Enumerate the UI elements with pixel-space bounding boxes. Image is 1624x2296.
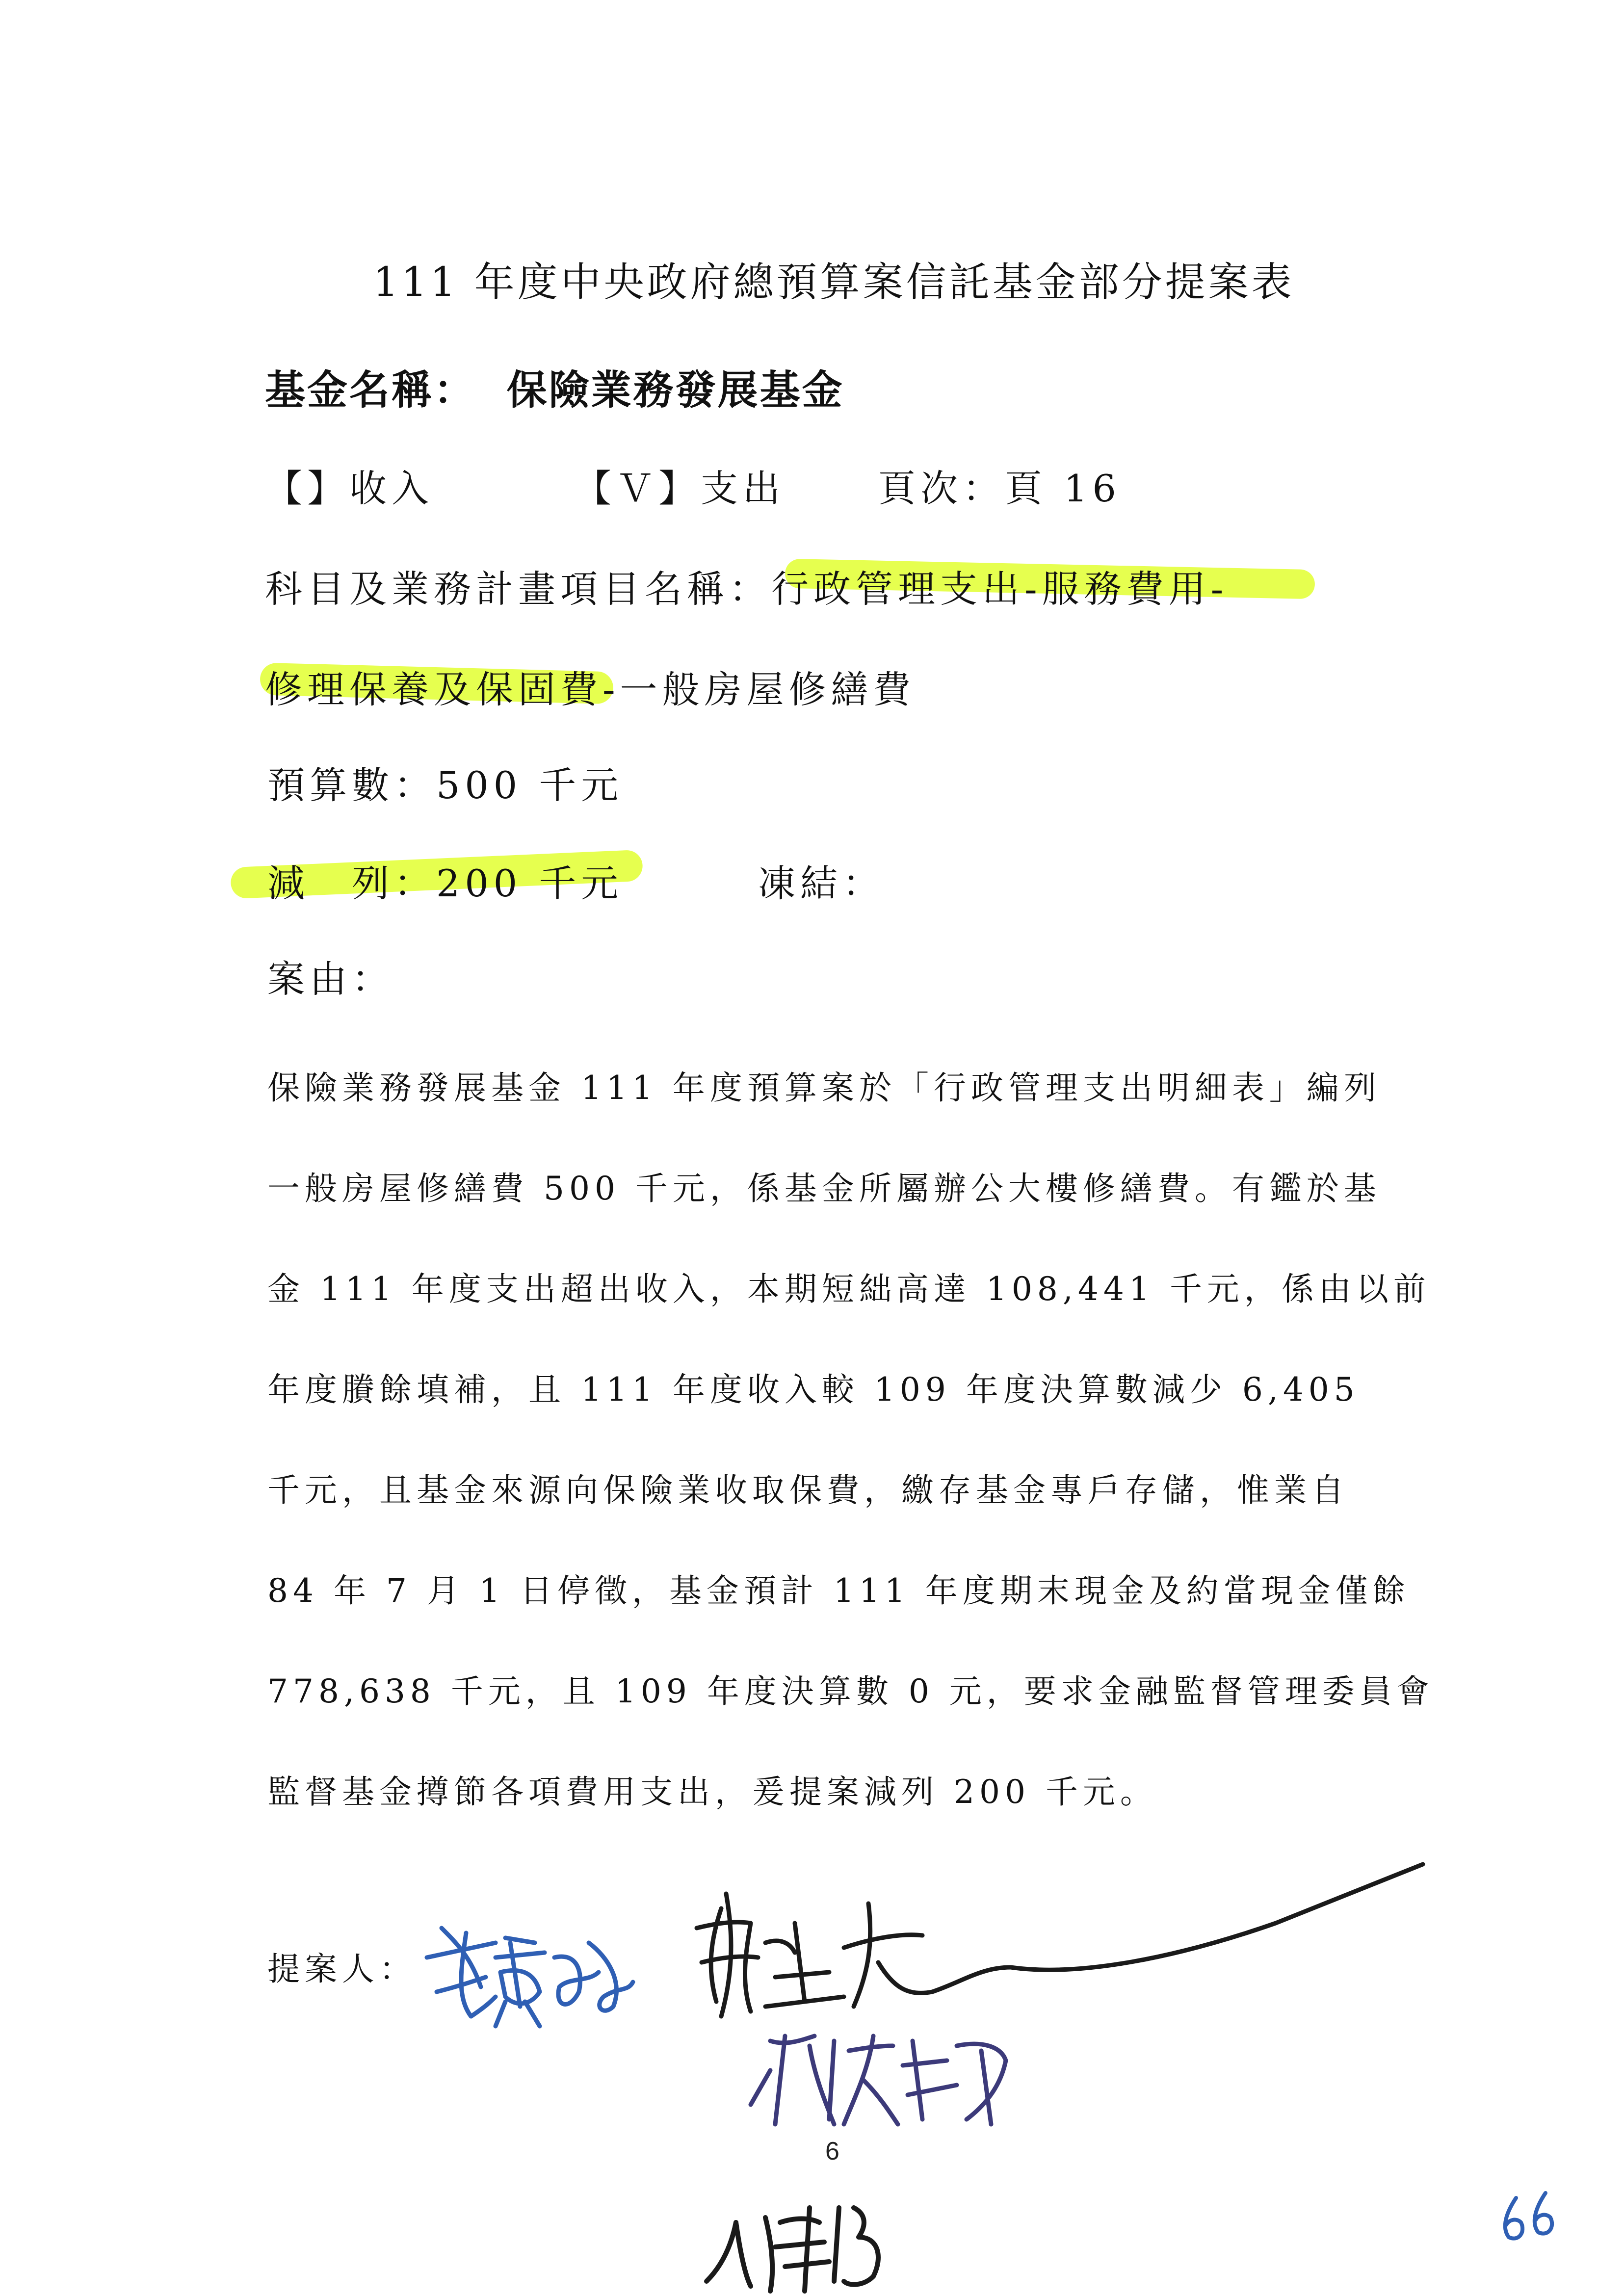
document-title: 111 年度中央政府總預算案信託基金部分提案表 <box>373 259 1295 306</box>
expense-option: 【Ｖ】支出 <box>574 467 785 510</box>
reason-line: 84 年 7 月 1 日停徵，基金預計 111 年度期末現金及約當現金僅餘 <box>267 1572 1410 1610</box>
signature-black <box>697 1864 1423 2016</box>
reason-line: 保險業務發展基金 111 年度預算案於「行政管理支出明細表」編列 <box>267 1069 1381 1107</box>
item-name-value-part1: 行政管理支出-服務費用- <box>771 567 1229 611</box>
reason-line: 金 111 年度支出超出收入，本期短絀高達 108,441 千元，係由以前 <box>267 1270 1431 1308</box>
reason-line: 監督基金撙節各項費用支出，爰提案減列 200 千元。 <box>267 1773 1157 1811</box>
fund-name-label: 基金名稱： <box>265 366 476 414</box>
reason-line: 一般房屋修繕費 500 千元，係基金所屬辦公大樓修繕費。有鑑於基 <box>267 1170 1381 1207</box>
page-reference: 頁次：頁 16 <box>878 467 1121 510</box>
item-name-line2: 修理保養及保固費-一般房屋修繕費 <box>265 668 916 711</box>
fund-name-value: 保險業務發展基金 <box>506 366 844 414</box>
signature-purple <box>751 2036 1006 2124</box>
signature-bottom <box>707 2208 878 2291</box>
reason-line: 778,638 千元，且 109 年度決算數 0 元，要求金融監督管理委員會 <box>267 1672 1434 1710</box>
income-option: 【】收入 <box>265 467 434 510</box>
item-name-label: 科目及業務計畫項目名稱： <box>265 567 771 611</box>
reason-line: 年度賸餘填補，且 111 年度收入較 109 年度決算數減少 6,405 <box>267 1371 1360 1409</box>
signature-blue <box>427 1928 633 2026</box>
budget-amount: 預算數：500 千元 <box>267 763 624 807</box>
proposer-label: 提案人： <box>267 1950 417 1988</box>
reduction-amount: 減 列：200 千元 <box>267 861 624 905</box>
reason-line: 千元，且基金來源向保險業收取保費，繳存基金專戶存儲，惟業自 <box>267 1471 1349 1509</box>
reason-label: 案由： <box>267 957 394 1001</box>
page-number: 6 <box>825 2137 839 2166</box>
freeze-label: 凍結： <box>758 861 885 905</box>
annotation-66 <box>1505 2193 1552 2239</box>
